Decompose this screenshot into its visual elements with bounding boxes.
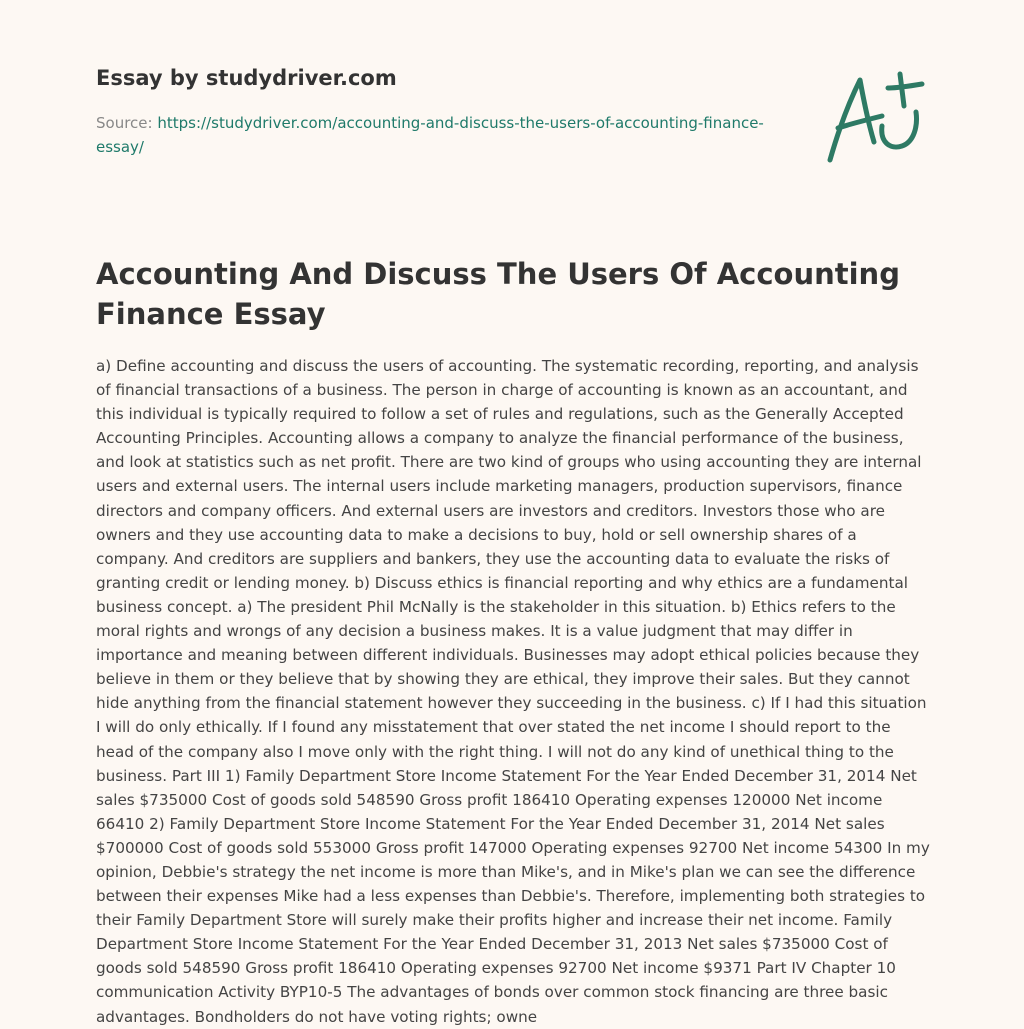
essay-body: a) Define accounting and discuss the users of accounting. The systematic recording, reporting, and analysis of financial transactions of a business. The person in charge of accounting is known as an accountant, and this individual is typically required to follow a set of rules and regulations, such as the Generally Accepted Accounting Principles. Accounting allows a company to analyze the financial performance of the business, and look at statistics such as net profit. There are two kind of groups who using accounting they are internal users and external users. The internal users include marketing managers, production supervisors, finance directors and company officers. And external users are investors and creditors. Investors those who are owners and they use accounting data to make a decisions to buy, hold or sell ownership shares of a company. And creditors are suppliers and bankers, they use the accounting data to evaluate the risks of granting credit or lending money. b) Discuss ethics is financial reporting and why ethics are a fundamental business concept. a) The president Phil McNally is the stakeholder in this situation. b) Ethics refers to the moral rights and wrongs of any decision a business makes. It is a value judgment that may differ in importance and meaning between different individuals. Businesses may adopt ethical policies because they believe in them or they believe that by showing they are ethical, they improve their sales. But they cannot hide anything from the financial statement however they succeeding in the business. c) If I had this situation I will do only ethically. If I found any misstatement that over stated the net income I should report to the head of the company also I move only with the right thing. I will not do any kind of unethical thing to the business. Part III 1) Family Department Store Income Statement For the Year Ended December 31, 2014 Net sales $735000 Cost of goods sold 548590 Gross profit 186410 Operating expenses 120000 Net income 66410 2) Family Department Store Income Statement For the Year Ended December 31, 2014 Net sales $700000 Cost of goods sold 553000 Gross profit 147000 Operating expenses 92700 Net income 54300 In my opinion, Debbie's strategy the net income is more than Mike's, and in Mike's plan we can see the difference between their expenses Mike had a less expenses than Debbie's. Therefore, implementing both strategies to their Family Department Store will surely make their profits higher and increase their net income. Family Department Store Income Statement For the Year Ended December 31, 2013 Net sales $735000 Cost of goods sold 548590 Gross profit 186410 Operating expenses 92700 Net income $9371 Part IV Chapter 10 communication Activity BYP10-5 The advantages of bonds over common stock financing are three basic advantages. Bondholders do not have voting rights; owne [96,357,930,1026]
a-plus-grade-icon [820,66,930,166]
page-header [96,64,776,159]
source-label: Source: [96,114,153,132]
source-line [96,111,776,159]
source-link[interactable]: https://studydriver.com/accounting-and-discuss-the-users-of-accounting-finance-essay/ [96,114,764,156]
site-title: Essay by studydriver.com [96,66,397,90]
essay-title: Accounting And Discuss The Users Of Accounting Finance Essay [96,257,900,331]
